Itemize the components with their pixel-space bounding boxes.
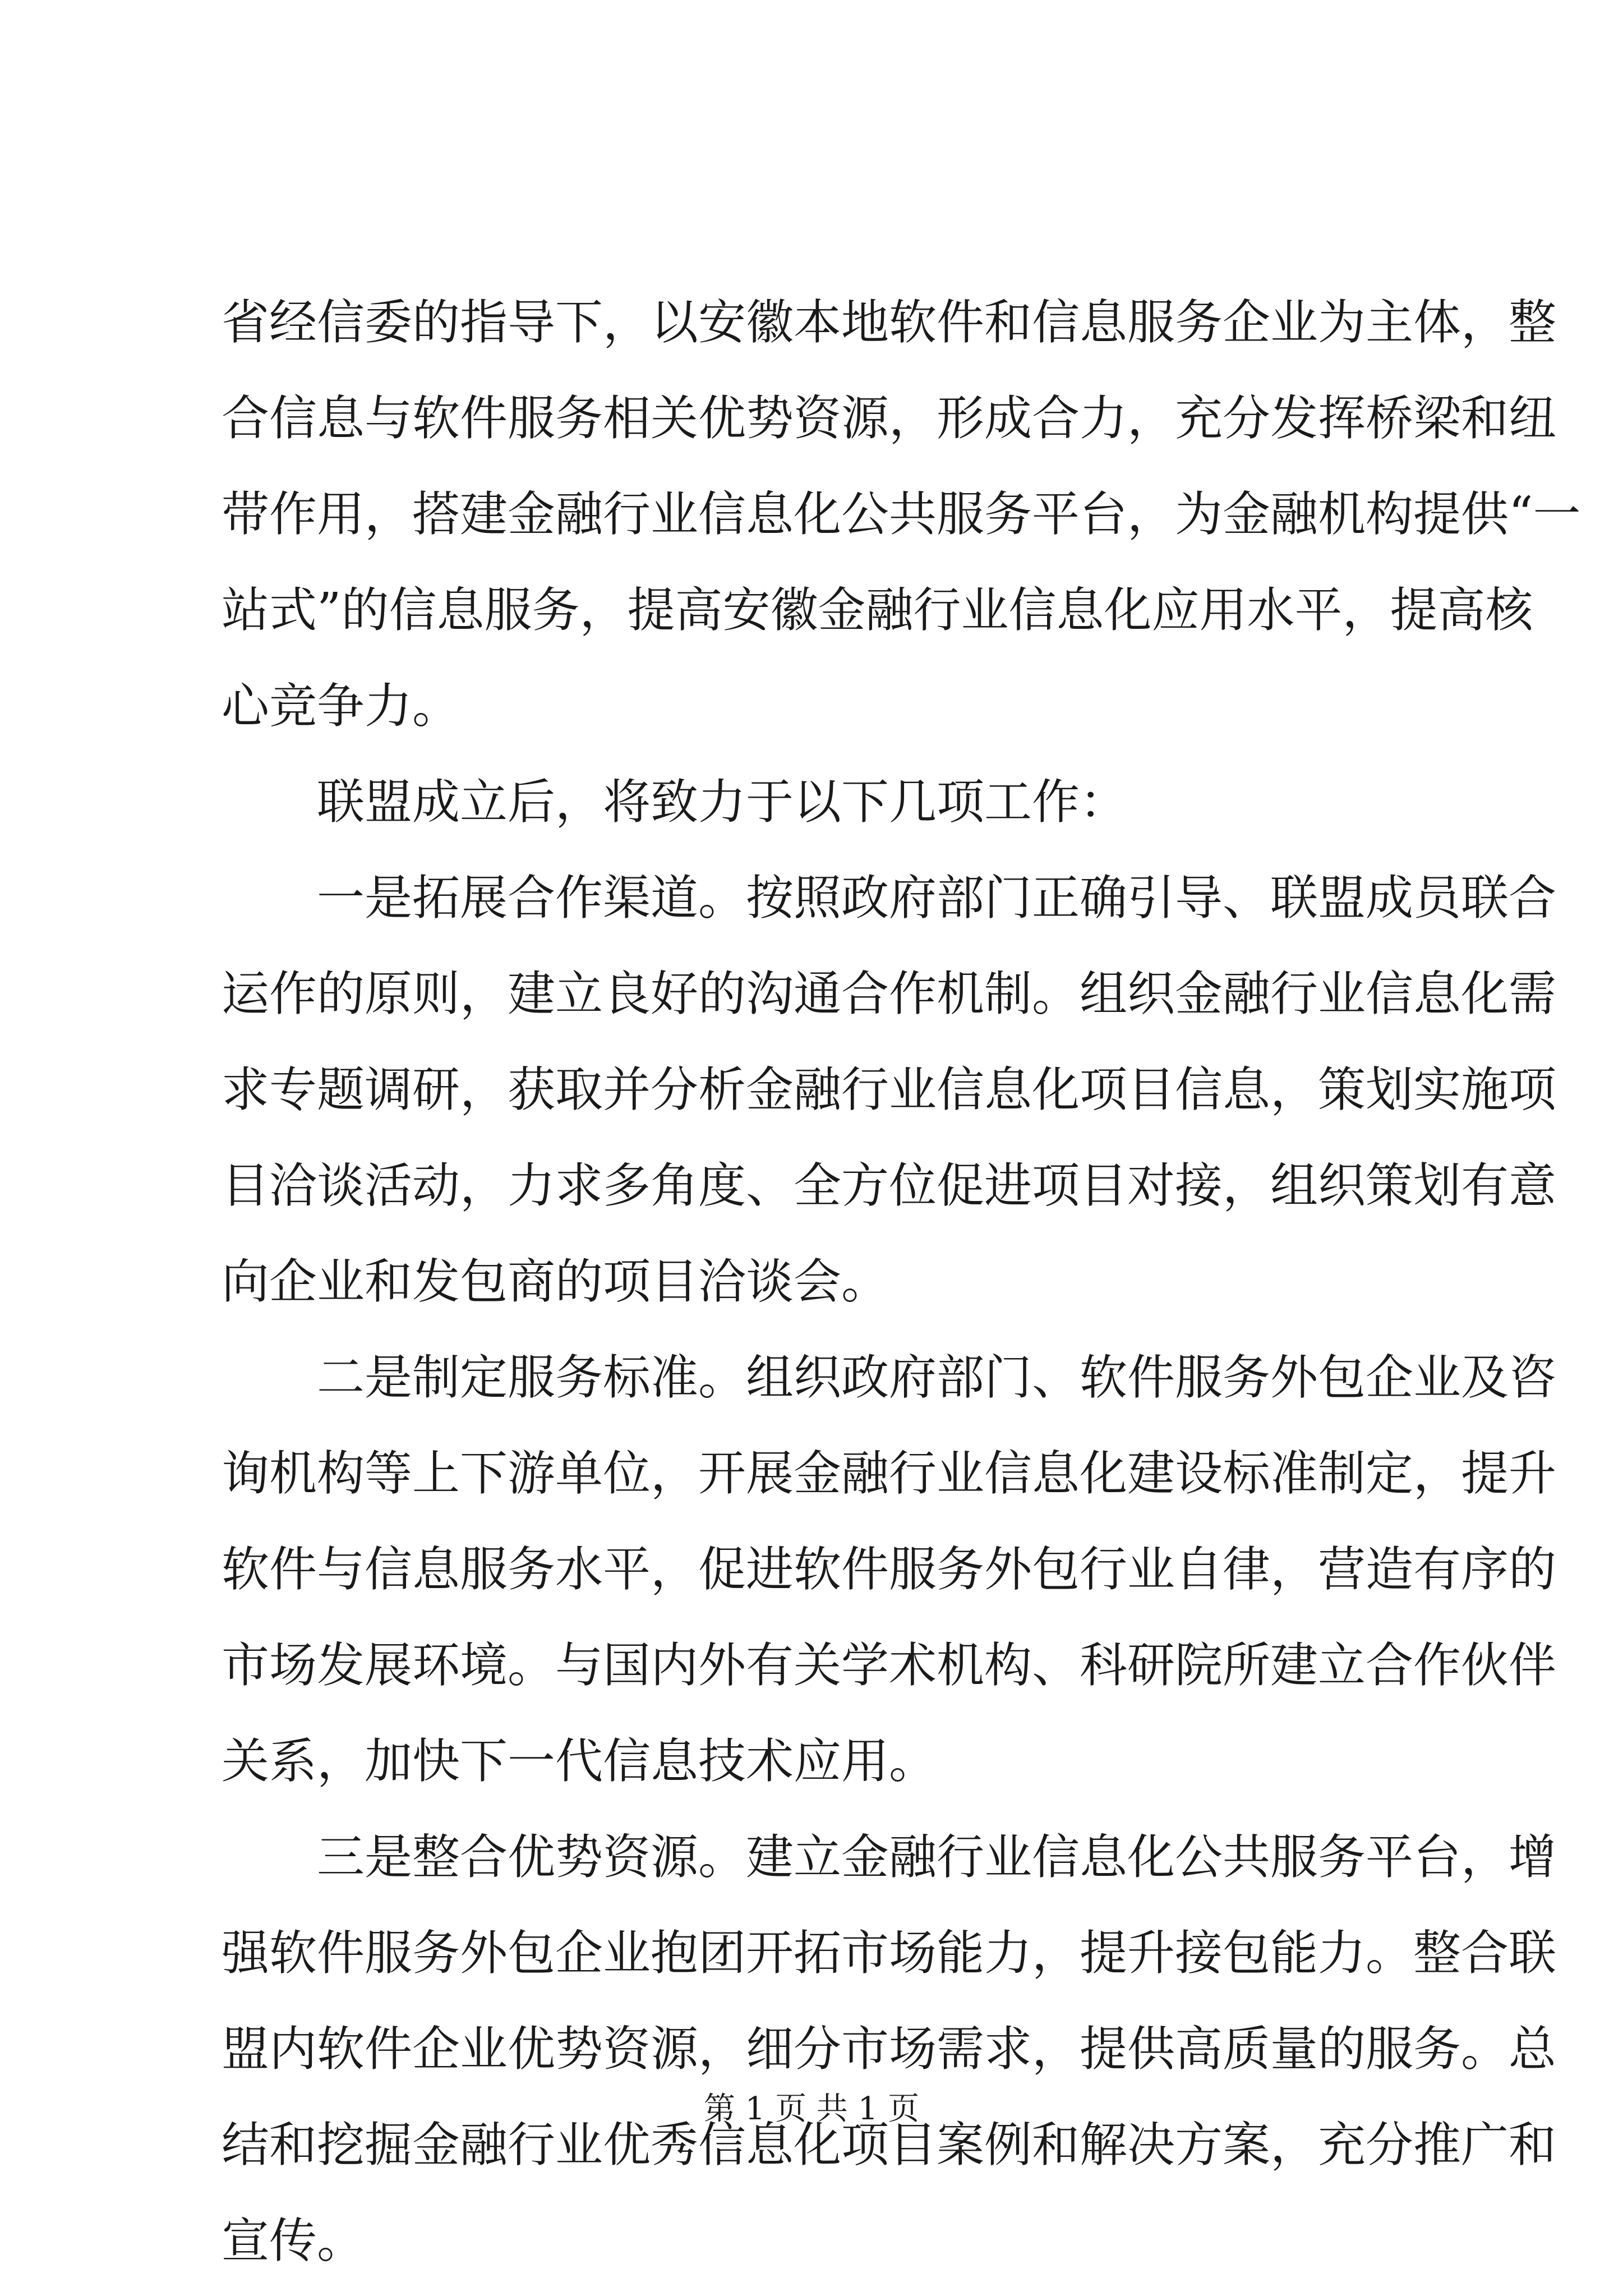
paragraph-line: 运作的原则，建立良好的沟通合作机制。组织金融行业信息化需 [222,967,1557,1022]
paragraph-line: 求专题调研，获取并分析金融行业信息化项目信息，策划实施项 [222,1062,1557,1118]
paragraph-line: 省经信委的指导下，以安徽本地软件和信息服务企业为主体，整 [222,295,1557,351]
paragraph-line: 询机构等上下游单位，开展金融行业信息化建设标准制定，提升 [222,1446,1557,1502]
paragraph-line: 心竞争力。 [222,679,460,734]
body-text [222,275,1581,2289]
paragraph-line: 盟内软件企业优势资源，细分市场需求，提供高质量的服务。总 [222,2022,1557,2077]
paragraph-line: 结和挖掘金融行业优秀信息化项目案例和解决方案，充分推广和 [222,2118,1557,2173]
paragraph-line: 三是整合优势资源。建立金融行业信息化公共服务平台，增 [317,1830,1557,1885]
paragraph-line: 一是拓展合作渠道。按照政府部门正确引导、联盟成员联合 [317,871,1557,926]
paragraph-line: 目洽谈活动，力求多角度、全方位促进项目对接，组织策划有意 [222,1158,1557,1214]
paragraph-line: 二是制定服务标准。组织政府部门、软件服务外包企业及咨 [317,1350,1557,1406]
paragraph-line: 站式”的信息服务，提高安徽金融行业信息化应用水平，提高核 [222,583,1533,638]
paragraph-line: 宣传。 [222,2214,365,2269]
page-footer: 第 1 页 共 1 页 [703,2091,920,2127]
paragraph-line: 联盟成立后，将致力于以下几项工作： [317,775,1128,830]
paragraph-line: 市场发展环境。与国内外有关学术机构、科研院所建立合作伙伴 [222,1638,1557,1694]
paragraph-line: 向企业和发包商的项目洽谈会。 [222,1254,889,1310]
paragraph-line: 强软件服务外包企业抱团开拓市场能力，提升接包能力。整合联 [222,1926,1557,1981]
paragraph-line: 合信息与软件服务相关优势资源，形成合力，充分发挥桥梁和纽 [222,391,1557,447]
paragraph-line: 关系，加快下一代信息技术应用。 [222,1734,937,1789]
paragraph-line: 软件与信息服务水平，促进软件服务外包行业自律，营造有序的 [222,1542,1557,1598]
paragraph-line: 带作用，搭建金融行业信息化公共服务平台，为金融机构提供“一 [222,487,1581,542]
